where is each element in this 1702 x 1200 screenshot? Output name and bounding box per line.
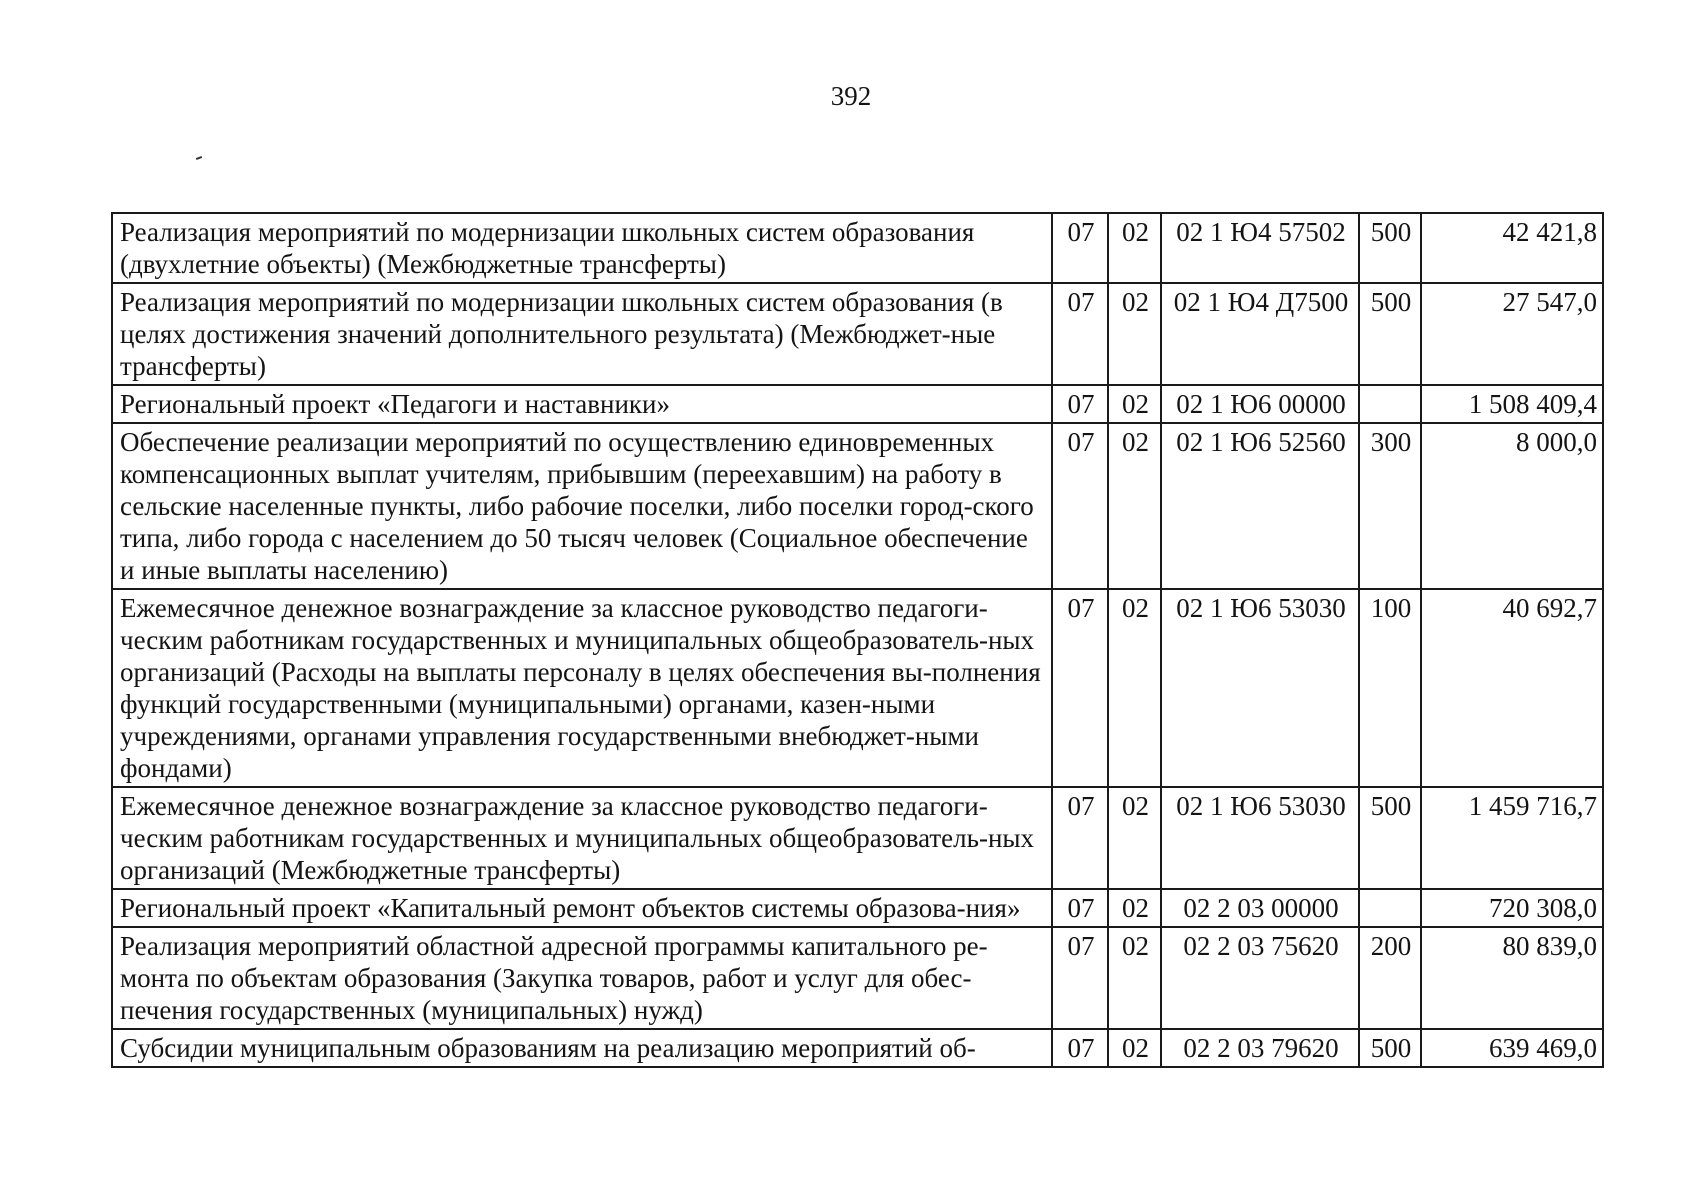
budget-table: [111, 212, 1604, 1068]
table-row: [112, 589, 1603, 787]
subsection-code: 02: [1108, 1029, 1161, 1067]
amount: 8 000,0: [1421, 423, 1603, 589]
expense-name: Реализация мероприятий по модернизации школьных систем образования (в целях достижения значений дополнительного результата) (Межбюджет-ные трансферты): [112, 283, 1052, 385]
subsection-code: 02: [1108, 283, 1161, 385]
target-article-code: 02 1 Ю6 53030: [1161, 787, 1359, 889]
table-row: [112, 283, 1603, 385]
expense-name: Обеспечение реализации мероприятий по осуществлению единовременных компенсационных выплат учителям, прибывшим (переехавшим) на работу в сельские населенные пункты, либо рабочие поселки, либо поселки город-ского типа, либо города с населением до 50 тысяч человек (Социальное обеспечение и иные выплаты населению): [112, 423, 1052, 589]
table-row: [112, 213, 1603, 283]
target-article-code: 02 2 03 79620: [1161, 1029, 1359, 1067]
section-code: 07: [1052, 927, 1108, 1029]
table-row: [112, 423, 1603, 589]
subsection-code: 02: [1108, 213, 1161, 283]
amount: 639 469,0: [1421, 1029, 1603, 1067]
amount: 720 308,0: [1421, 889, 1603, 927]
subsection-code: 02: [1108, 787, 1161, 889]
amount: 1 508 409,4: [1421, 385, 1603, 423]
expense-type-code: 500: [1359, 283, 1421, 385]
expense-type-code: 100: [1359, 589, 1421, 787]
expense-type-code: 500: [1359, 213, 1421, 283]
section-code: 07: [1052, 213, 1108, 283]
target-article-code: 02 2 03 00000: [1161, 889, 1359, 927]
expense-type-code: 500: [1359, 787, 1421, 889]
expense-type-code: [1359, 385, 1421, 423]
target-article-code: 02 1 Ю4 57502: [1161, 213, 1359, 283]
amount: 27 547,0: [1421, 283, 1603, 385]
section-code: 07: [1052, 787, 1108, 889]
section-code: 07: [1052, 423, 1108, 589]
expense-type-code: 500: [1359, 1029, 1421, 1067]
amount: 42 421,8: [1421, 213, 1603, 283]
table-row: [112, 927, 1603, 1029]
subsection-code: 02: [1108, 385, 1161, 423]
target-article-code: 02 1 Ю6 00000: [1161, 385, 1359, 423]
expense-type-code: 200: [1359, 927, 1421, 1029]
expense-type-code: [1359, 889, 1421, 927]
target-article-code: 02 2 03 75620: [1161, 927, 1359, 1029]
expense-name: Ежемесячное денежное вознаграждение за классное руководство педагоги-ческим работникам государственных и муниципальных общеобразователь-ных организаций (Расходы на выплаты персоналу в целях обеспечения вы-полнения функций государственными (муниципальными) органами, казен-ными учреждениями, органами управления государственными внебюджет-ными фондами): [112, 589, 1052, 787]
section-code: 07: [1052, 889, 1108, 927]
expense-type-code: 300: [1359, 423, 1421, 589]
table-row: [112, 385, 1603, 423]
subsection-code: 02: [1108, 423, 1161, 589]
amount: 1 459 716,7: [1421, 787, 1603, 889]
page-number: 392: [830, 81, 872, 111]
expense-name: Ежемесячное денежное вознаграждение за классное руководство педагоги-ческим работникам государственных и муниципальных общеобразователь-ных организаций (Межбюджетные трансферты): [112, 787, 1052, 889]
expense-name: Региональный проект «Капитальный ремонт объектов системы образова-ния»: [112, 889, 1052, 927]
table-row: [112, 787, 1603, 889]
expense-name: Субсидии муниципальным образованиям на реализацию мероприятий об-: [112, 1029, 1052, 1067]
amount: 80 839,0: [1421, 927, 1603, 1029]
table-row: [112, 1029, 1603, 1067]
expense-name: Реализация мероприятий областной адресной программы капитального ре-монта по объектам образования (Закупка товаров, работ и услуг для обес-печения государственных (муниципальных) нужд): [112, 927, 1052, 1029]
subsection-code: 02: [1108, 927, 1161, 1029]
target-article-code: 02 1 Ю4 Д7500: [1161, 283, 1359, 385]
target-article-code: 02 1 Ю6 53030: [1161, 589, 1359, 787]
section-code: 07: [1052, 589, 1108, 787]
scan-speck: [196, 156, 202, 160]
subsection-code: 02: [1108, 889, 1161, 927]
section-code: 07: [1052, 1029, 1108, 1067]
target-article-code: 02 1 Ю6 52560: [1161, 423, 1359, 589]
expense-name: Реализация мероприятий по модернизации школьных систем образования (двухлетние объекты) (Межбюджетные трансферты): [112, 213, 1052, 283]
section-code: 07: [1052, 283, 1108, 385]
table-row: [112, 889, 1603, 927]
subsection-code: 02: [1108, 589, 1161, 787]
expense-name: Региональный проект «Педагоги и наставники»: [112, 385, 1052, 423]
section-code: 07: [1052, 385, 1108, 423]
amount: 40 692,7: [1421, 589, 1603, 787]
